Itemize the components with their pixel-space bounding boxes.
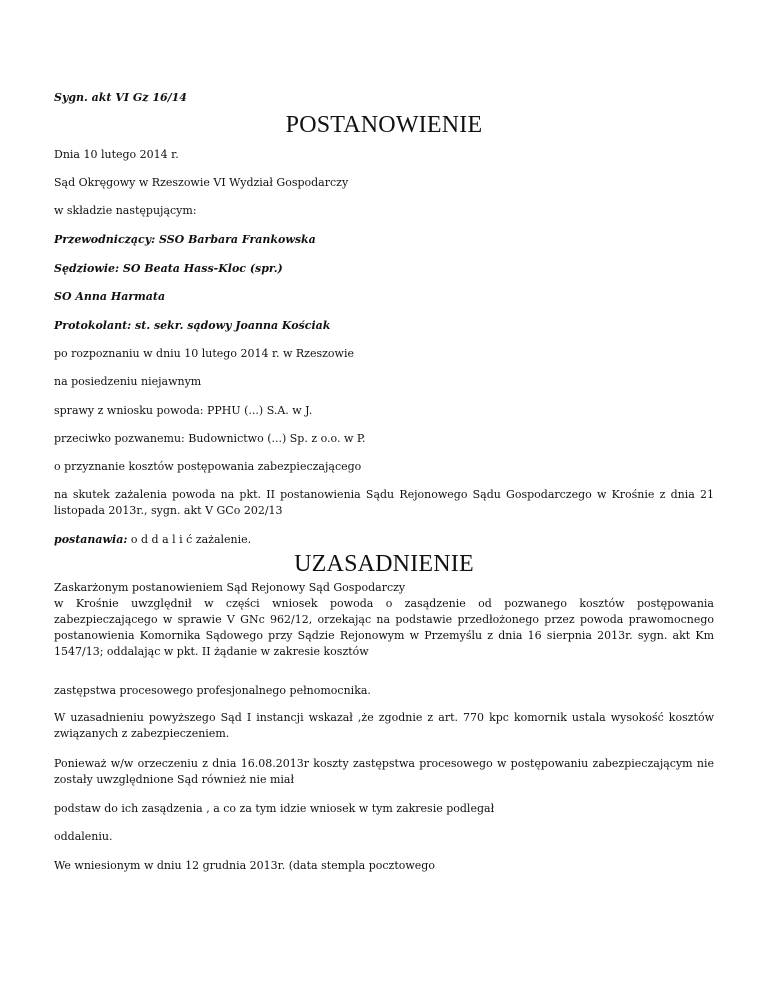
judges-line: Sędziowie: SO Beata Hass-Kloc (spr.) bbox=[54, 262, 283, 275]
justification-p1-rest: w Krośnie uwzględnił w części wniosek powoda o zasądzenie od pozwanego kosztów postępowania zabezpieczającego w sprawie V GNc 962/12, orzekając na podstawie przedłożonego przez powoda prawomocnego postanowienia Komornika Sądowego przy Sądzie Rejonowym w Przemyślu z dnia 16 sierpnia 2013r. sygn. akt Km 1547/13; oddalając w pkt. II żądanie w zakresie kosztów bbox=[54, 597, 714, 658]
case-signature: Sygn. akt VI Gz 16/14 bbox=[54, 91, 187, 104]
appeal-paragraph: na skutek zażalenia powoda na pkt. II postanowienia Sądu Rejonowego Sądu Gospodarczego w Krośnie z dnia 21 listopada 2013r., sygn. akt V GCo 202/13 bbox=[54, 488, 714, 517]
court-name: Sąd Okręgowy w Rzeszowie VI Wydział Gospodarczy bbox=[54, 176, 349, 189]
document-title: POSTANOWIENIE bbox=[285, 112, 483, 138]
justification-paragraph-1 bbox=[54, 580, 714, 660]
justification-paragraph-5: podstaw do ich zasądzenia , a co za tym idzie wniosek w tym zakresie podlegał bbox=[54, 802, 495, 815]
clerk-line: Protokolant: st. sekr. sądowy Joanna Kościak bbox=[54, 319, 331, 332]
ruling-label: postanawia: bbox=[54, 533, 128, 546]
defendant-line: przeciwko pozwanemu: Budownictwo (...) Sp. z o.o. w P. bbox=[54, 432, 366, 445]
justification-paragraph-4: Ponieważ w/w orzeczeniu z dnia 16.08.2013r koszty zastępstwa procesowego w postępowaniu zabezpieczającym nie zostały uwzględnione Sąd również nie miał bbox=[54, 757, 714, 786]
chairman-line: Przewodniczący: SSO Barbara Frankowska bbox=[54, 233, 316, 246]
ruling-line bbox=[54, 532, 251, 547]
judge-2-line: SO Anna Harmata bbox=[54, 290, 166, 303]
justification-paragraph-3: W uzasadnieniu powyższego Sąd I instancji wskazał ,że zgodnie z art. 770 kpc komornik ustala wysokość kosztów związanych z zabezpieczeniem. bbox=[54, 711, 714, 740]
justification-paragraph-6: oddaleniu. bbox=[54, 830, 113, 843]
justification-title: UZASADNIENIE bbox=[294, 551, 474, 577]
session-line: na posiedzeniu niejawnym bbox=[54, 375, 202, 388]
date-line: Dnia 10 lutego 2014 r. bbox=[54, 148, 179, 161]
hearing-line: po rozpoznaniu w dniu 10 lutego 2014 r. w Rzeszowie bbox=[54, 347, 354, 360]
justification-paragraph-7: We wniesionym w dniu 12 grudnia 2013r. (data stempla pocztowego bbox=[54, 859, 435, 872]
subject-line: o przyznanie kosztów postępowania zabezpieczającego bbox=[54, 460, 362, 473]
justification-paragraph-2: zastępstwa procesowego profesjonalnego pełnomocnika. bbox=[54, 684, 371, 697]
justification-p1-first-line: Zaskarżonym postanowieniem Sąd Rejonowy Sąd Gospodarczy bbox=[54, 581, 406, 594]
composition-intro: w składzie następującym: bbox=[54, 204, 197, 217]
ruling-text: o d d a l i ć zażalenie. bbox=[130, 533, 252, 546]
plaintiff-line: sprawy z wniosku powoda: PPHU (...) S.A. w J. bbox=[54, 404, 313, 417]
